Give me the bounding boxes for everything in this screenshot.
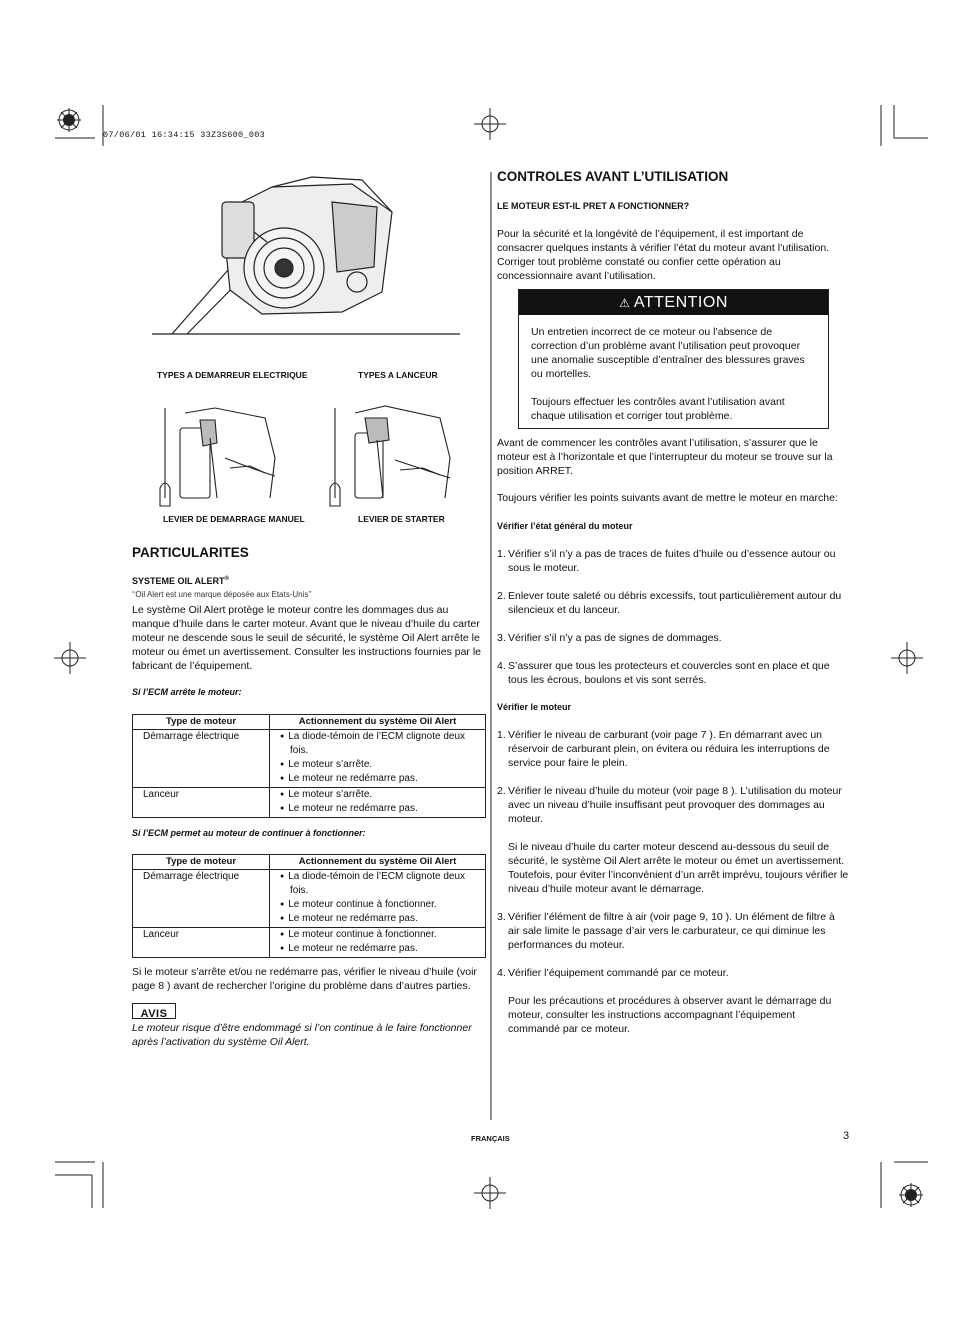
registered-mark: ® [224, 576, 229, 582]
page-number: 3 [843, 1130, 850, 1142]
list-item: 2. Vérifier le niveau d’huile du moteur (voir page 8 ). L’utilisation du moteur avec un niveau d’huile insuffisant peut provoquer des dommages au moteur. Si le niveau d’huile du carter moteur descend au-dessous du seuil de sécurité, le système Oil Alert arrête le moteur ou émet un avertissement. Toutefois, pour éviter l’inconvénient d’un arrêt imprévu, toujours vérifier le niveau d’huile moteur avant le démarrage. [497, 785, 849, 895]
warning-paragraph-1: Un entretien incorrect de ce moteur ou l’absence de correction d’un problème avant l’utilisation peut provoquer une anomalie susceptible d’entraîner des blessures graves ou mortelles. [531, 326, 805, 380]
general-condition-title: Vérifier l’état général du moteur [497, 521, 633, 531]
warning-paragraph-2: Toujours effectuer les contrôles avant l’utilisation avant chaque utilisation et corriger tout problème. [531, 396, 785, 422]
warning-header [519, 290, 828, 315]
paragraph-before-checks: Avant de commencer les contrôles avant l’utilisation, s’assurer que le moteur est à l’horizontale et que l’interrupteur du moteur se trouve sur la position ARRET. [497, 437, 833, 477]
engine-checks-list [497, 728, 849, 1050]
choke-lever-illustration [325, 398, 460, 508]
table-row [133, 927, 486, 957]
controles-intro: Pour la sécurité et la longévité de l’équipement, il est important de consacrer quelques instants à vérifier l’état du moteur avant l’utilisation. Corriger tout problème constaté ou confier cette opération au concessionnaire avant l’utilisation. [497, 228, 830, 282]
oil-alert-table-stop [132, 714, 486, 818]
warning-label: ATTENTION [633, 294, 728, 311]
oil-alert-table-continue [132, 854, 486, 958]
table-header-action: Actionnement du système Oil Alert [270, 855, 486, 870]
warning-box [518, 289, 829, 429]
table-action: ● Le moteur continue à fonctionner. [280, 928, 481, 943]
table-action: ● Le moteur ne redémarre pas. [280, 802, 481, 817]
oil-alert-intro: Le système Oil Alert protège le moteur contre les dommages dus au manque d’huile dans le carter moteur. Avant que le niveau d’huile du carter moteur ne descende sous le seuil de sécurité, le système Oil Alert arrête le moteur ou émet un avertissement. Consulter les instructions fournies par le fabricant de l’équipement. [132, 604, 481, 672]
table-cell-type: Démarrage électrique [133, 869, 270, 927]
print-stamp: 07/06/01 16:34:15 33Z3S600_003 [103, 130, 266, 140]
table-cell-type: Lanceur [133, 787, 270, 817]
general-checks-list [497, 547, 847, 701]
subsection-oil-alert [132, 576, 229, 586]
table-row [133, 787, 486, 817]
table-cell-type: Démarrage électrique [133, 729, 270, 787]
table-header-type: Type de moteur [133, 715, 270, 730]
table-row [133, 729, 486, 787]
table-action: ● Le moteur continue à fonctionner. [280, 898, 481, 913]
notice-label: AVIS [140, 1008, 168, 1020]
list-item: 3. Vérifier s’il n’y a pas de signes de dommages. [497, 632, 722, 644]
list-item: 2. Enlever toute saleté ou débris excessifs, tout particulièrement autour du silencieux et du lanceur. [497, 590, 842, 616]
warning-icon: ⚠ [619, 296, 630, 310]
caption-manual-lever: LEVIER DE DEMARRAGE MANUEL [163, 514, 305, 524]
table-action: ● Le moteur s’arrête. [280, 788, 481, 803]
trademark-note: ‘‘Oil Alert est une marque déposée aux Etats-Unis’’ [132, 590, 312, 599]
table-action: ● Le moteur ne redémarre pas. [280, 942, 481, 957]
list-item: 4. Vérifier l’équipement commandé par ce moteur. Pour les précautions et procédures à observer avant le démarrage du moteur, consulter les instructions accompagnant l’équipement commandé par ce moteur. [497, 966, 849, 1036]
check-engine-title: Vérifier le moteur [497, 702, 572, 712]
caption-choke-lever: LEVIER DE STARTER [358, 514, 445, 524]
list-item: 1. Vérifier le niveau de carburant (voir page 7 ). En démarrant avec un réservoir de carburant plein, on évitera ou réduira les interruptions de service pour faire le plein. [497, 729, 830, 769]
list-item: 4. S’assurer que tous les protecteurs et couvercles sont en place et que tous les écrous, boulons et vis sont serrés. [497, 660, 830, 686]
section-title-particularites: PARTICULARITES [132, 545, 249, 560]
table-action: ● Le moteur s’arrête. [280, 758, 481, 773]
table-action: ● La diode-témoin de l’ECM clignote deux fois. [280, 730, 481, 758]
table-action: ● La diode-témoin de l’ECM clignote deux fois. [280, 870, 481, 898]
engine-illustration [152, 172, 462, 337]
subsection-oil-alert-text: SYSTEME OIL ALERT [132, 576, 225, 586]
footer-language: FRANÇAIS [471, 1134, 510, 1143]
list-item-extra: Pour les précautions et procédures à observer avant le démarrage du moteur, consulter les instructions accompagnant l’équipement commandé par ce moteur. [508, 995, 832, 1035]
list-item: 1. Vérifier s’il n’y a pas de traces de fuites d’huile ou d’essence autour ou sous le moteur. [497, 548, 836, 574]
list-item-extra: Si le niveau d’huile du carter moteur descend au-dessous du seuil de sécurité, le système Oil Alert arrête le moteur ou émet un avertissement. Toutefois, pour éviter l’inconvénient d’un arrêt imprévu, toujours vérifier le niveau d’huile moteur avant le démarrage. [508, 841, 849, 895]
paragraph-always-check: Toujours vérifier les points suivants avant de mettre le moteur en marche: [497, 492, 838, 504]
table-action: ● Le moteur ne redémarre pas. [280, 912, 481, 927]
case1-title: Si l’ECM arrête le moteur: [132, 687, 242, 697]
after-tables-paragraph: Si le moteur s’arrête et/ou ne redémarre pas, vérifier le niveau d’huile (voir page 8 ) avant de rechercher l’origine du problème dans d’autres parties. [132, 966, 477, 992]
table-row [133, 869, 486, 927]
table-cell-type: Lanceur [133, 927, 270, 957]
table-action: ● Le moteur ne redémarre pas. [280, 772, 481, 787]
notice-text: Le moteur risque d’être endommagé si l’on continue à le faire fonctionner après l’activation du système Oil Alert. [132, 1022, 472, 1048]
case2-title: Si l’ECM permet au moteur de continuer à fonctionner: [132, 828, 366, 838]
section-title-controles: CONTROLES AVANT L’UTILISATION [497, 169, 729, 184]
notice-badge [132, 1003, 176, 1019]
manual-lever-illustration [155, 398, 285, 508]
caption-electric-start: TYPES A DEMARREUR ELECTRIQUE [157, 370, 308, 380]
subsection-ready: LE MOTEUR EST-IL PRET A FONCTIONNER? [497, 201, 690, 211]
caption-recoil-start: TYPES A LANCEUR [358, 370, 438, 380]
table-header-type: Type de moteur [133, 855, 270, 870]
table-header-action: Actionnement du système Oil Alert [270, 715, 486, 730]
list-item: 3. Vérifier l’élément de filtre à air (voir page 9, 10 ). Un élément de filtre à air sale limite le passage d’air vers le carburateur, ce qui diminue les performances du moteur. [497, 911, 835, 951]
